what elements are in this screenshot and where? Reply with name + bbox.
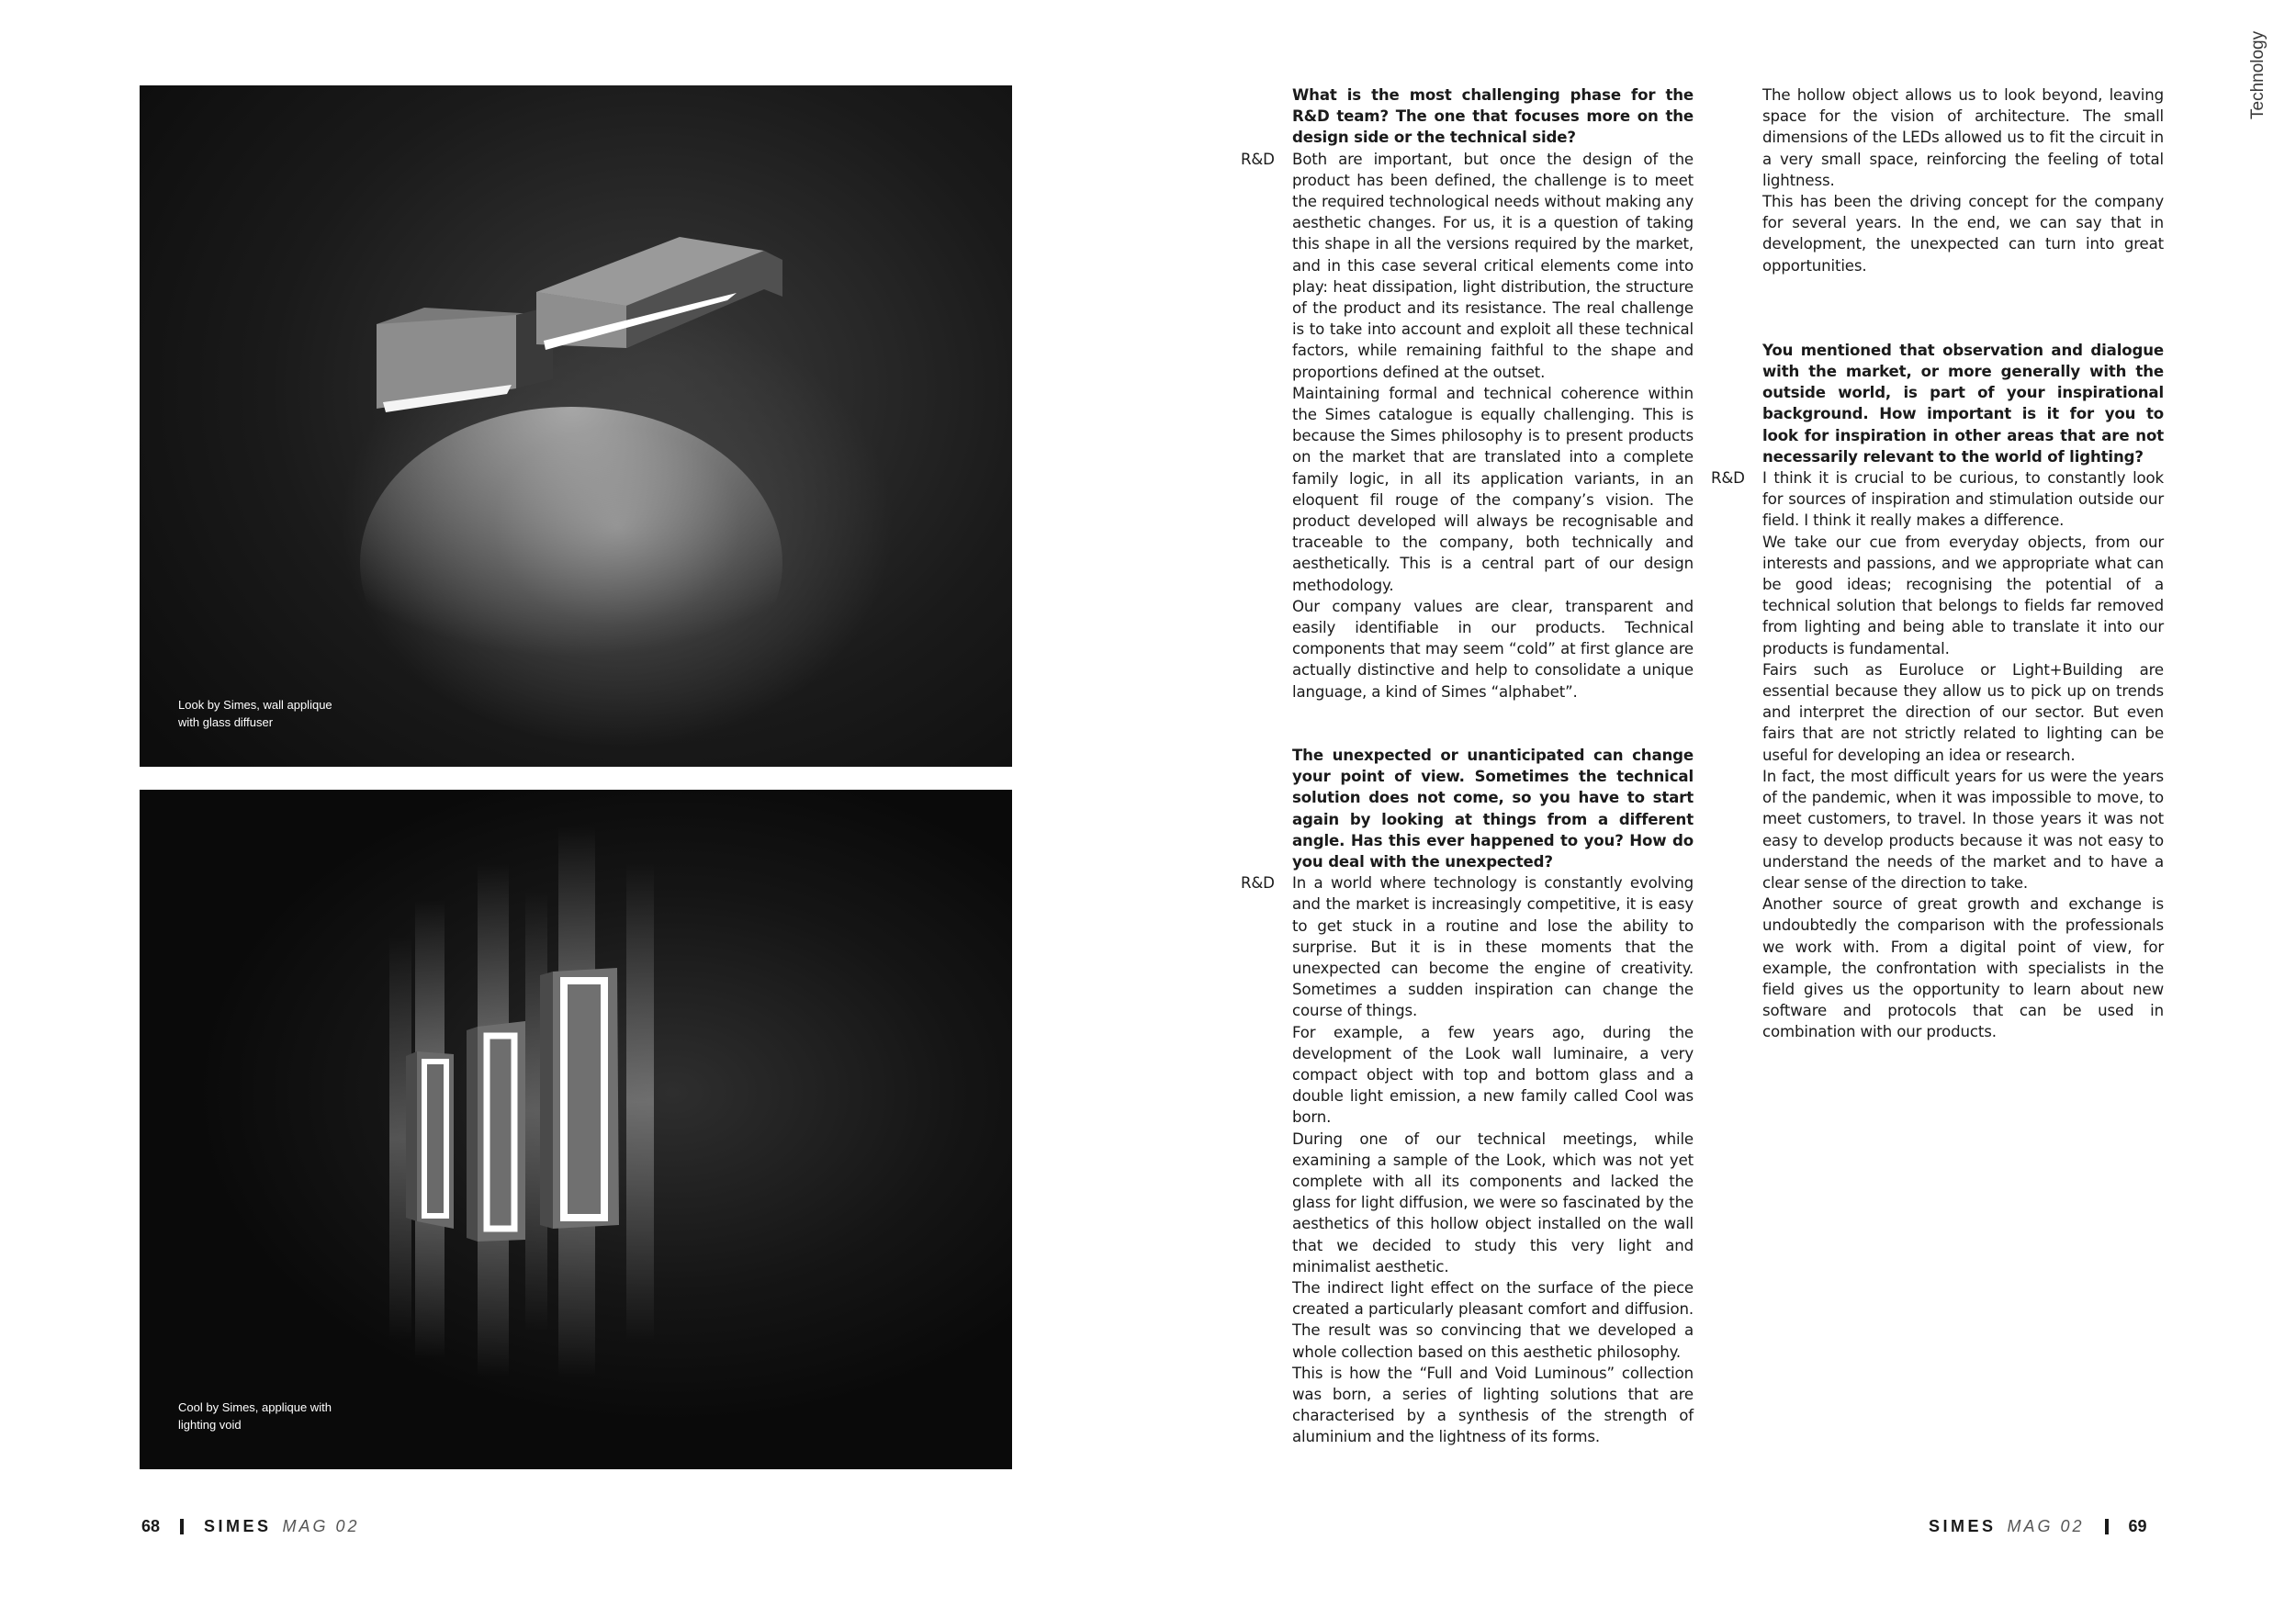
- separator-bar: [2105, 1519, 2109, 1534]
- question: You mentioned that observation and dialogue with the market, or more generally with the outside world, is part of your inspirational background. How important is it for you to look for inspiration in other areas that are not necessarily relevant to the world of lighting?: [1762, 341, 2164, 466]
- answer-continued: [1762, 84, 2164, 276]
- answer-paragraph: The indirect light effect on the surface of the piece created a particularly pleasant comfort and diffusion. The result was so convincing that we developed a whole collection based on this aesthetic philosophy.: [1292, 1278, 1694, 1361]
- answer-paragraph: In a world where technology is constantly evolving and the market is increasingly competitive, it is easy to get stuck in a routine and lose the ability to surprise. But it is in these moments that the unexpected can become the engine of creativity. Sometimes a sudden inspiration can change the course of things.: [1292, 874, 1694, 1020]
- answer: [1241, 149, 1694, 702]
- answer: [1241, 872, 1694, 1447]
- answer-paragraph: Maintaining formal and technical coherence within the Simes catalogue is equally challenging. This is because the Simes philosophy is to present products on the market that are translated into a complete family logic, in all its application variants, in an eloquent fil rouge of the company’s vision. The product developed will always be recognisable and traceable to the company, both technically and aesthetically. This is a central part of our design methodology.: [1292, 384, 1694, 594]
- brand-name: SIMES: [1929, 1516, 1997, 1535]
- answer-paragraph: Another source of great growth and exchange is undoubtedly the comparison with the professionals we work with. From a digital point of view, for example, the confrontation with specialists in the field gives us the opportunity to learn about new software and protocols that can be used in combination with our products.: [1762, 895, 2164, 1041]
- caption-line: with glass diffuser: [178, 715, 274, 729]
- interview-column-right: [1711, 84, 2164, 1043]
- answer-paragraph: For example, a few years ago, during the development of the Look wall luminaire, a very compact object with top and bottom glass and a double light emission, a new family called Cool was born.: [1292, 1023, 1694, 1127]
- interview-column-left: [1241, 84, 1694, 1448]
- answer: [1711, 467, 2164, 1042]
- caption-line: lighting void: [178, 1418, 242, 1432]
- page-number: 69: [2128, 1516, 2147, 1535]
- cool-luminaire-illustration: [140, 790, 1012, 1469]
- answer-paragraph: In fact, the most difficult years for us were the years of the pandemic, when it was impossible to move, to meet customers, to travel. In those years it was not easy to develop products because it was not easy to understand the needs of the market and to have a clear sense of the direction to take.: [1762, 767, 2164, 892]
- separator-bar: [180, 1519, 184, 1534]
- look-luminaire-illustration: [140, 85, 1012, 767]
- answer-paragraph: The hollow object allows us to look beyond, leaving space for the vision of architecture. The small dimensions of the LEDs allowed us to fit the circuit in a very small space, reinforcing the feeling of total lightness.: [1762, 86, 2164, 189]
- answer-paragraph: This has been the driving concept for the company for several years. In the end, we can say that in development, the unexpected can turn into great opportunities.: [1762, 193, 2164, 275]
- brand-name: SIMES: [204, 1516, 272, 1535]
- issue-label: MAG 02: [2007, 1516, 2085, 1535]
- footer-right: [1929, 1515, 2147, 1537]
- photo-caption: [178, 1399, 332, 1433]
- answer-paragraph: Both are important, but once the design of the product has been defined, the challenge is to meet the required technological needs without making any aesthetic changes. For us, it is a question of taking this shape in all the versions required by the market, and in this case several critical elements come into play: heat dissipation, light distribution, the structure of the product and its resistance. The real challenge is to take into account and exploit all these technical factors, while remaining faithful to the shape and proportions defined at the outset.: [1292, 150, 1694, 381]
- photo-cool-applique: [140, 790, 1012, 1469]
- footer-left: [141, 1515, 360, 1537]
- answer-paragraph: I think it is crucial to be curious, to constantly look for sources of inspiration and stimulation outside our field. I think it really makes a difference.: [1762, 469, 2164, 530]
- speaker-label: R&D: [1241, 874, 1275, 893]
- section-label: Technology: [2248, 30, 2268, 119]
- photo-caption: [178, 696, 332, 731]
- speaker-label: R&D: [1711, 469, 1745, 488]
- answer-paragraph: During one of our technical meetings, while examining a sample of the Look, which was not yet complete with all its components and lacked the glass for light diffusion, we were so fascinated by the aesthetics of this hollow object installed on the wall that we decided to study this very light and minimalist aesthetic.: [1292, 1129, 1694, 1275]
- answer-paragraph: We take our cue from everyday objects, from our interests and passions, and we appropriate what can be good ideas; recognising the potential of a technical solution that belongs to fields far removed from lighting and being able to translate it into our products is fundamental.: [1762, 533, 2164, 657]
- caption-line: Cool by Simes, applique with: [178, 1400, 332, 1414]
- question: The unexpected or unanticipated can change your point of view. Sometimes the technical solution does not come, so you have to start again by looking at things from a different angle. Has this ever happened to you? How do you deal with the unexpected?: [1292, 746, 1694, 871]
- answer-paragraph: Fairs such as Euroluce or Light+Building are essential because they allow us to pick up on trends and interpret the direction of our sector. But even fairs that are not strictly related to lighting can be useful for developing an idea or research.: [1762, 660, 2164, 764]
- speaker-label: R&D: [1241, 150, 1275, 168]
- photo-look-wall-applique: [140, 85, 1012, 767]
- caption-line: Look by Simes, wall applique: [178, 698, 332, 712]
- page-number: 68: [141, 1516, 161, 1535]
- question: What is the most challenging phase for the R&D team? The one that focuses more on the design side or the technical side?: [1292, 86, 1694, 147]
- issue-label: MAG 02: [282, 1516, 360, 1535]
- answer-paragraph: This is how the “Full and Void Luminous” collection was born, a series of lighting solutions that are characterised by a synthesis of the strength of aluminium and the lightness of its forms.: [1292, 1364, 1694, 1446]
- answer-paragraph: Our company values are clear, transparent and easily identifiable in our products. Technical components that may seem “cold” at first glance are actually distinctive and help to consolidate a unique language, a kind of Simes “alphabet”.: [1292, 597, 1694, 701]
